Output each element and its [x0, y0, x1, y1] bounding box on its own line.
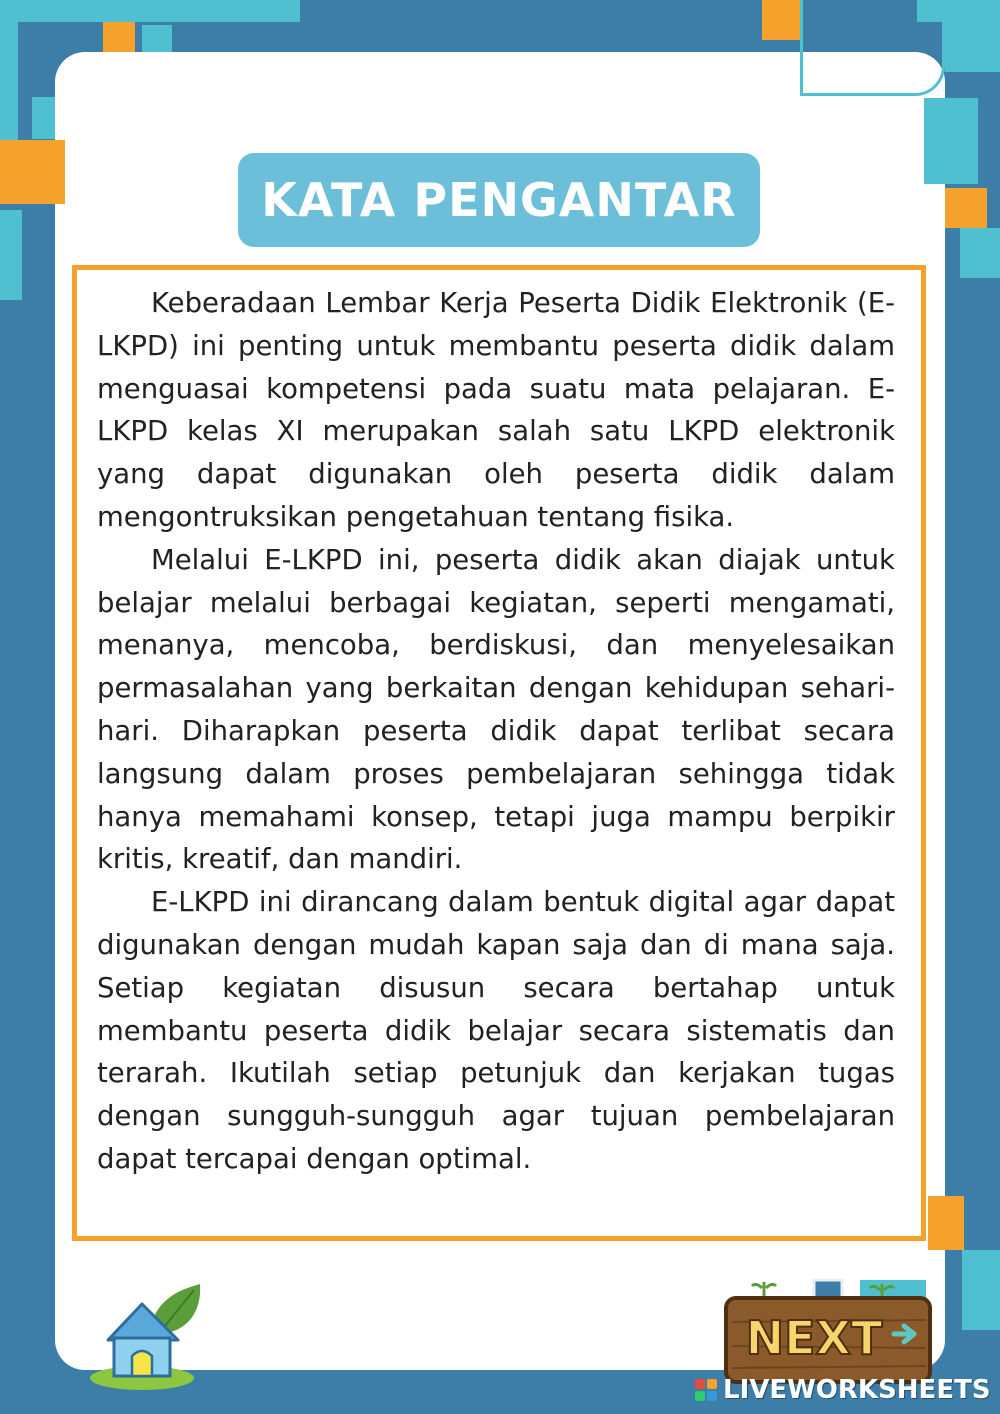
home-button[interactable]	[82, 1282, 212, 1392]
decor-block	[142, 25, 172, 53]
liveworksheets-logo-icon	[695, 1379, 717, 1401]
decor-block	[0, 140, 65, 204]
next-sign	[722, 1276, 934, 1386]
next-label: NEXT	[745, 1311, 883, 1365]
decor-block	[962, 1250, 1000, 1330]
paragraph-1: Keberadaan Lembar Kerja Peserta Didik Elektronik (E-LKPD) ini penting untuk membantu peserta didik dalam menguasai kompetensi pada suatu mata pelajaran. E-LKPD kelas XI merupakan salah satu LKPD elektronik yang dapat digunakan oleh peserta didik dalam mengontruksikan pengetahuan tentang fisika.	[97, 287, 895, 533]
decor-block	[945, 22, 1000, 72]
decor-outline	[800, 0, 945, 96]
decor-block	[0, 210, 22, 300]
decor-block	[0, 0, 18, 160]
house-icon	[82, 1282, 212, 1392]
liveworksheets-brand	[695, 1372, 995, 1408]
decor-block	[960, 228, 1000, 278]
decor-block	[0, 0, 300, 22]
decor-block	[924, 98, 978, 184]
content-frame	[72, 265, 926, 1241]
paragraph-3: E-LKPD ini dirancang dalam bentuk digital agar dapat digunakan dengan mudah kapan saja dan di mana saja. Setiap kegiatan disusun secara bertahap untuk membantu peserta didik belajar secara sistematis dan terarah. Ikutilah setiap petunjuk dan kerjakan tugas dengan sungguh-sungguh agar tujuan pembelajaran dapat tercapai dengan optimal.	[97, 886, 895, 1175]
page-title: KATA PENGANTAR	[261, 173, 737, 227]
paragraph-2: Melalui E-LKPD ini, peserta didik akan diajak untuk belajar melalui berbagai kegiatan, seperti mengamati, menanya, mencoba, berdiskusi, dan menyelesaikan permasalahan yang berkaitan dengan kehidupan sehari-hari. Diharapkan peserta didik dapat terlibat secara langsung dalam proses pembelajaran sehingga tidak hanya memahami konsep, tetapi juga mampu berpikir kritis, kreatif, dan mandiri.	[97, 543, 895, 876]
brand-text: LIVEWORKSHEETS	[723, 1375, 991, 1405]
next-button[interactable]	[722, 1276, 934, 1386]
decor-block	[928, 1196, 964, 1250]
title-banner	[238, 153, 760, 247]
decor-block	[762, 0, 800, 40]
decor-block	[945, 188, 987, 228]
